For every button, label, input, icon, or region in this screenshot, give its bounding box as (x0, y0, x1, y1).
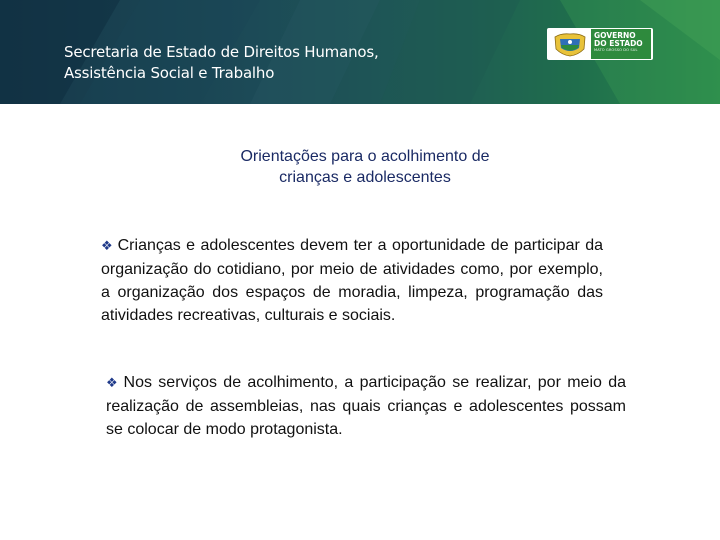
government-logo (547, 28, 653, 60)
header-title-line2: Assistência Social e Trabalho (64, 64, 275, 82)
logo-line1: GOVERNO (594, 31, 636, 40)
bullet-item-2 (106, 371, 626, 441)
bullet-text-2: Nos serviços de acolhimento, a participação se realizar, por meio da realização de assembleias, nas quais crianças e adolescentes possam se colocar de modo protagonista. (106, 374, 627, 438)
header-title (64, 42, 379, 84)
diamond-bullet-icon: ❖ (106, 376, 120, 391)
header-title-line1: Secretaria de Estado de Direitos Humanos, (64, 43, 379, 61)
page-title (150, 146, 580, 188)
page-title-line2: crianças e adolescentes (279, 169, 451, 186)
logo-line3: MATO GROSSO DO SUL (594, 48, 638, 52)
header-banner (0, 0, 720, 104)
state-coat-of-arms-icon (551, 31, 589, 57)
government-logo-text (591, 29, 651, 59)
bullet-text-1: Crianças e adolescentes devem ter a oportunidade de participar da organização do cotidiano, por meio de atividades como, por exemplo, a organização dos espaços de moradia, limpeza, programação das atividades recreativas, culturais e sociais. (101, 237, 604, 324)
logo-line2: DO ESTADO (594, 39, 643, 48)
bullet-item-1 (101, 234, 603, 327)
page-title-line1: Orientações para o acolhimento de (240, 148, 490, 165)
diamond-bullet-icon: ❖ (101, 239, 114, 254)
